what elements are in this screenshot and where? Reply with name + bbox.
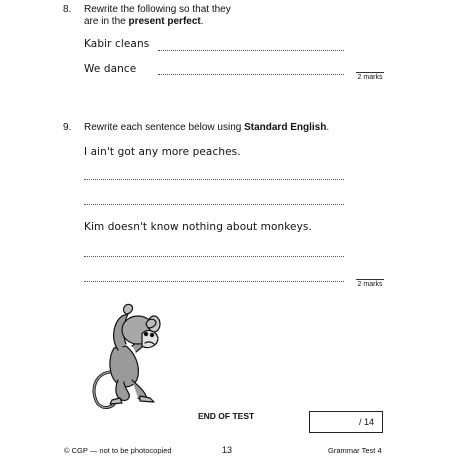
q9-sentence-2: Kim doesn't know nothing about monkeys. — [84, 221, 312, 233]
question-9-instruction: Rewrite each sentence below using Standard English. — [84, 122, 330, 133]
q9-sentence-1: I ain't got any more peaches. — [84, 146, 241, 158]
q9-answer-line-4[interactable] — [84, 281, 344, 282]
standard-english-term: Standard English — [244, 122, 327, 133]
copyright-footer: © CGP — not to be photocopied — [64, 446, 172, 455]
question-8-instruction — [84, 4, 344, 28]
monkey-illustration — [88, 300, 180, 412]
q8-marks-label: 2 marks — [357, 74, 383, 81]
test-name-footer: Grammar Test 4 — [328, 446, 382, 455]
question-8-line-2: are in the present perfect. — [84, 16, 204, 27]
q9-marks-label: 2 marks — [357, 281, 383, 288]
q8-item-2: We dance — [84, 63, 137, 75]
score-total: / 14 — [358, 417, 374, 427]
q9-answer-line-3[interactable] — [84, 256, 344, 257]
present-perfect-term: present perfect — [128, 16, 201, 27]
page-number: 13 — [222, 445, 233, 455]
question-8-number: 8. — [63, 4, 72, 15]
q9-marks-box — [356, 279, 384, 288]
score-box — [309, 411, 383, 433]
q8-answer-line-1[interactable] — [158, 50, 344, 51]
q8-marks-box — [356, 72, 384, 81]
q8-answer-line-2[interactable] — [158, 74, 344, 75]
end-of-test-label: END OF TEST — [198, 411, 255, 421]
question-8-line-1: Rewrite the following so that they — [84, 4, 231, 15]
q8-item-1: Kabir cleans — [84, 38, 150, 50]
q9-answer-line-1[interactable] — [84, 179, 344, 180]
q9-answer-line-2[interactable] — [84, 204, 344, 205]
question-9-number: 9. — [63, 122, 72, 133]
